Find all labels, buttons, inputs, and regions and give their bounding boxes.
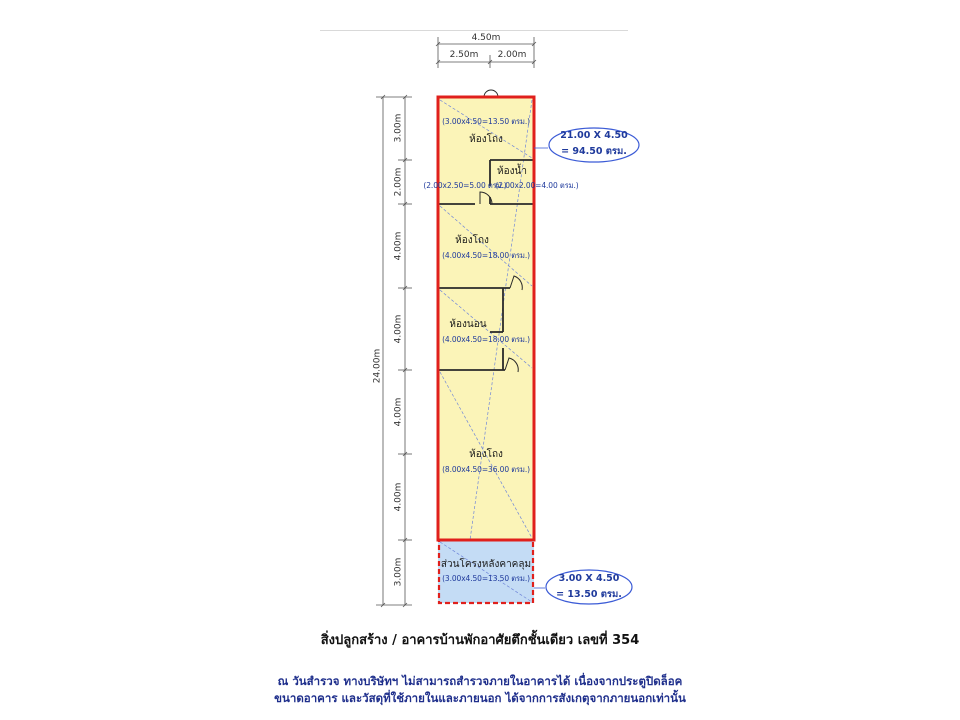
hall-top-label: ห้องโถง: [469, 134, 503, 145]
right-width-label: 2.00m: [497, 50, 527, 60]
canopy-area: [438, 540, 534, 603]
main-callout-line2: = 94.50 ตรม.: [561, 146, 627, 157]
segment-4-label: 4.00m: [393, 314, 404, 344]
main-callout-line1: 21.00 X 4.50: [560, 130, 628, 141]
bedroom-label: ห้องนอน: [449, 319, 487, 330]
survey-note-line1: ณ วันสำรวจ ทางบริษัทฯ ไม่สามารถสำรวจภายในอาคารได้ เนื่องจากประตูปิดล็อค: [277, 674, 683, 688]
hall-middle-calc: (4.00x4.50=18.00 ตรม.): [442, 251, 530, 260]
hall-front-calc: (8.00x4.50=36.00 ตรม.): [442, 465, 530, 474]
hall-top-calc: (3.00x4.50=13.50 ตรม.): [442, 117, 530, 126]
building-title: สิ่งปลูกสร้าง / อาคารบ้านพักอาศัยตึกชั้นเดียว เลขที่ 354: [320, 633, 640, 648]
left-area-calc: (2.00x2.50=5.00 ตรม.): [423, 181, 507, 190]
canopy-callout-line1: 3.00 X 4.50: [558, 573, 620, 584]
bathroom-calc: (2.00x2.00=4.00 ตรม.): [495, 181, 579, 190]
canopy-label: ส่วนโครงหลังคาคลุม: [440, 559, 532, 570]
hall-front-label: ห้องโถง: [469, 449, 503, 460]
hall-middle-label: ห้องโถง: [455, 235, 489, 246]
segment-2-label: 2.00m: [393, 167, 404, 197]
canopy-calc: (3.00x4.50=13.50 ตรม.): [442, 574, 530, 583]
segment-7-label: 3.00m: [393, 557, 404, 587]
segment-3-label: 4.00m: [393, 231, 404, 261]
total-length-label: 24.00m: [372, 348, 383, 384]
bathroom-label: ห้องน้ำ: [497, 166, 527, 177]
total-width-label: 4.50m: [471, 33, 501, 43]
segment-6-label: 4.00m: [393, 482, 404, 512]
survey-note-line2: ขนาดอาคาร และวัสดุที่ใช้ภายในและภายนอก ได้จากการสังเกตุจากภายนอกเท่านั้น: [274, 691, 686, 705]
bedroom-calc: (4.00x4.50=18.00 ตรม.): [442, 335, 530, 344]
canopy-callout-line2: = 13.50 ตรม.: [556, 589, 622, 600]
segment-1-label: 3.00m: [393, 113, 404, 143]
segment-5-label: 4.00m: [393, 397, 404, 427]
left-width-label: 2.50m: [449, 50, 479, 60]
